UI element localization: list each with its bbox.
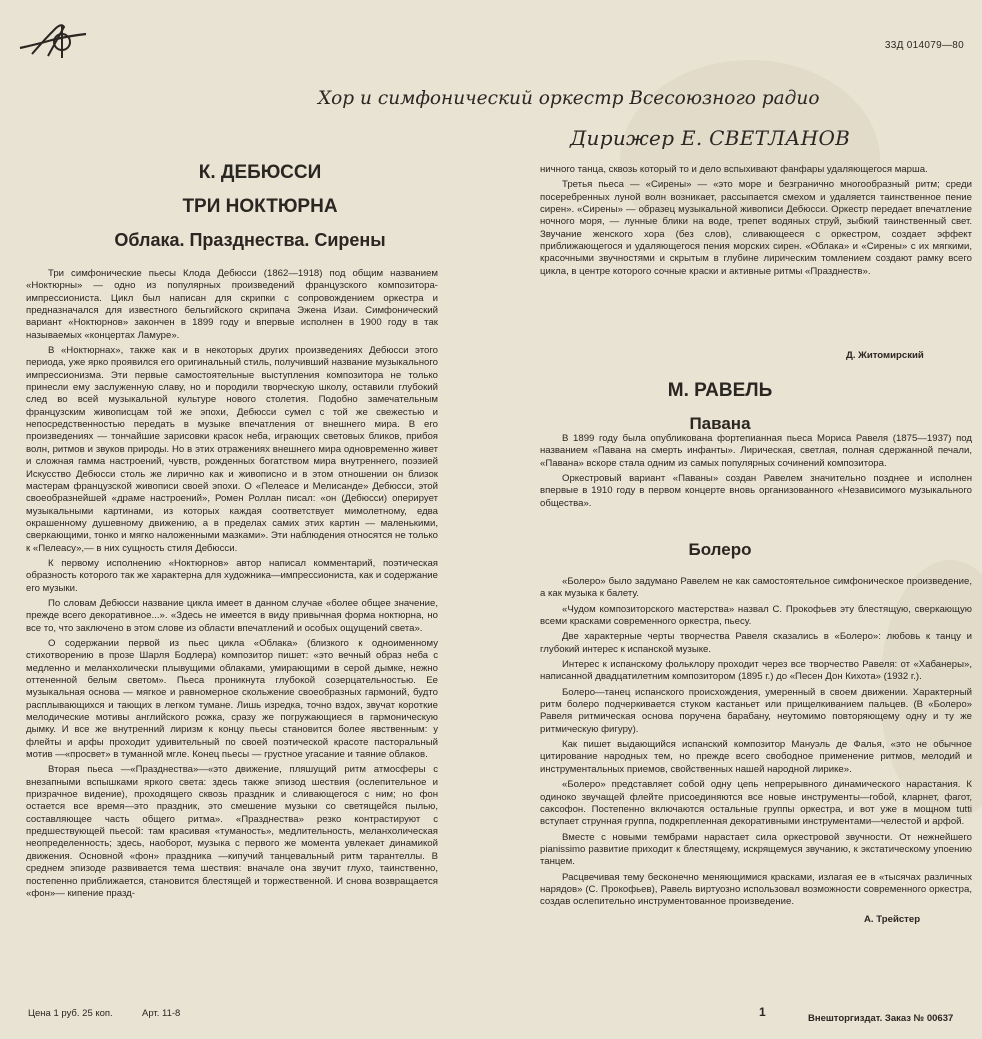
parts-heading: Облака. Празднества. Сирены <box>114 230 386 250</box>
paragraph: Оркестровый вариант «Паваны» создан Равелем значительно позднее и исполнен впервые в 1910 году в первом концерте вновь организованного «Независимого музыкального общества». <box>540 473 972 509</box>
paragraph: О содержании первой из пьес цикла «Облака» (близкого к одноименному стихотворению в прозе Шарля Бодлера) композитор пишет: «это вечный образ неба с медленно и меланхолически плывущими облаками, умирающими в серой дымке, нежно оттененной белым светом». Пьеса проникнута глубокой созерцательностью. Ее музыкальная основа — мягкое и равномерное скольжение своеобразных гармоний, будто расплывающихся и тающих в легком тумане. Лишь изредка, точно вздох, звучат короткие мелодические мотивы английского рожка, сразу же погружающиеся в гармоническую дымку. И все же внутренний лиризм к концу пьесы становится более явственным: у флейты и арфы проходит удивительный по своей поэтической красоте пасторальный мотив —«просвет» в туманной мгле. Конец пьесы — грустное угасание и таяние облаков. <box>26 637 438 761</box>
pavane-notes <box>540 433 972 513</box>
paragraph: Вместе с новыми тембрами нарастает сила оркестровой звучности. От нежнейшего pianissimo развитие приходит к блестящему, искрящемуся звучанию, к экстатическому упоению танцем. <box>540 831 972 868</box>
paragraph: В «Ноктюрнах», также как и в некоторых других произведениях Дебюсси этого периода, уже ярко проявился его оригинальный стиль, получивший название музыкального импрессионизма. Эти первые самостоятельные выступления композитора не только принесли ему заслуженную славу, но и породили творческую школу, оставили глубокий след во всей музыкальной культуре нового столетия. Подобно замечательным французским живописцам той же эпохи, Дебюсси сумел с той же свежестью и непосредственностью передать в музыке впечатления от внешнего мира. В его произведениях — тончайшие зарисовки красок неба, играющих световых бликов, прибоя волн, ритмов и звуков природы. Но в этих отражениях внешнего мира одновременно живет и сложная гамма настроений, чувств, рожденных богатством мира внутреннего, поэзией Искусство Дебюсси столь же лирично как и живописно и в этом отношении он близок мастерам французской живописи своей эпохи. О «Пелеасе и Мелисанде» Дебюсси, этой своеобразнейшей «драме настроений», Ромен Роллан писал: «он (Дебюсси) оперирует музыкальными картинами, из которых каждая соответствует мимолетному, едва окрашенному душевному движению, а в пределах самих этих картин — маленькими, сверкающими, тонко и мягко наложенными мазками». Эти наблюдения относятся не только к «Пелеасу»,— в них сущность стиля Дебюсси. <box>26 345 438 554</box>
paragraph: Третья пьеса — «Сирены» — «это море и безгранично многообразный ритм; среди посеребренных луной волн возникает, рассыпается смехом и удаляется таинственное пение сирен». «Сирены» — образец музыкальной живописи Дебюсси. Оркестр передает впечатление ночного моря, — лунные блики на воде, трепет водяных струй, зыбкий таинственный свет. Звучание женского хора (без слов), сливающееся с оркестром, создает эффект приближающегося и удаляющегося пения морских сирен. «Облака» и «Сирены» с их мягкими, красочными звучностями и скрытым в глубине лирическим томлением создают рамку всего цикла, в центре которого сочные краски и активные ритмы «Празднеств». <box>540 179 972 277</box>
paragraph: По словам Дебюсси название цикла имеет в данном случае «более общее значение, прежде всего декоративное...». «Здесь не имеется в виду привычная форма ноктюрна, но все то, что заключено в этом слове из области впечатлений и особых ощущений света». <box>26 597 438 634</box>
melodiya-logo-icon <box>18 18 88 62</box>
paragraph: Вторая пьеса —«Празднества»—«это движение, пляшущий ритм атмосферы с внезапными вспышками яркого света: здесь также эпизод шествия (ослепительное и призрачное видение), проходящего сквозь праздник и сливающегося с ним; но фон остается все время—это праздник, это смешение музыки со светящейся пылью, составляющее часть общего ритма». «Празднества» резко контрастируют с предшествующей пьесой: там красивая «туманость», медлительность, меланхолическая неопределенность; здесь, наоборот, музыка с первого же момента увлекает динамикой движения. Основной «фон» праздника —кипучий танцевальный ритм тарантеллы. В среднем эпизоде развивается тема шествия: вначале она звучит глухо, таинственно, постепенно приближается, становится блестящей и торжественной. И снова возвращается «фон»— кипение празд- <box>26 764 438 899</box>
performers-title: Хор и симфонический оркестр Всесоюзного радио <box>318 88 820 109</box>
author-signature: Д. Житомирский <box>846 350 924 361</box>
publisher-order: Внешторгиздат. Заказ № 00637 <box>808 1013 954 1024</box>
paragraph: «Болеро» представляет собой одну цепь непрерывного динамического нарастания. К одиноко звучащей флейте присоединяются все новые инструменты—гобой, кларнет, фагот, саксофон. Постепенно включаются остальные группы оркестра, и вот уже в мощном tutti вступает струнная группа, подкрепленная декоративными инструментами—челестой и арфой. <box>540 779 972 828</box>
paragraph: Три симфонические пьесы Клода Дебюсси (1862—1918) под общим названием «Ноктюрны» — одно из популярных произведений французского композитора-импрессиониста. Цикл был написан для скрипки с сопровождением оркестра и предназначался для известного бельгийского скрипача Эжена Изаи. Симфонический вариант «Ноктюрнов» закончен в 1899 году и впервые исполнен в 1900 году в так называемых «концертах Ламуре». <box>26 268 438 341</box>
price-label: Цена 1 руб. 25 коп. <box>28 1008 113 1019</box>
author-signature: А. Трейстер <box>864 914 921 925</box>
paragraph: В 1899 году была опубликована фортепианная пьеса Мориса Равеля (1875—1937) под названием «Павана на смерть инфанты». Лирическая, светлая, полная сдержанной печали, «Павана» вскоре стала одним из самых популярных сочинений композитора. <box>540 433 972 469</box>
composer-heading: К. ДЕБЮССИ <box>198 162 322 183</box>
paragraph: «Чудом композиторского мастерства» назвал С. Прокофьев эту блестящую, сверкающую всеми красками современного оркестра, пьесу. <box>540 603 972 628</box>
paragraph: Расцвечивая тему бесконечно меняющимися красками, излагая ее в «тысячах различных нарядов» (С. Прокофьев), Равель виртуозно использовал возможности современного оркестра, создав ослепительно инструментованное произведение. <box>540 871 972 908</box>
article-label: Арт. 11-8 <box>142 1008 181 1019</box>
debussy-notes-column <box>26 268 438 903</box>
work-heading: Болеро <box>688 540 752 559</box>
paragraph: К первому исполнению «Ноктюрнов» автор написал комментарий, поэтическая образность которого так же характерна для художника—импрессиониста, как и содержание его музыки. <box>26 557 438 594</box>
page-number: 1 <box>759 1005 766 1019</box>
paragraph: «Болеро» было задумано Равелем не как самостоятельное симфоническое произведение, а как музыка к балету. <box>540 576 972 600</box>
paragraph: Болеро—танец испанского происхождения, умеренный в своем движении. Характерный ритм болеро подчеркивается стуком кастаньет или прищелкиванием пальцев. (В «Болеро» Равеля ритмическая основа поручена барабану, неутомимо повторяющему одну и ту же ритмическую фигуру). <box>540 686 972 735</box>
conductor-title: Дирижер Е. СВЕТЛАНОВ <box>570 126 851 150</box>
catalog-number: 33Д 014079—80 <box>884 40 964 51</box>
paragraph: Как пишет выдающийся испанский композитор Мануэль де Фалья, «это не обычное цитирование народных тем, но прежде всего свободное применение ритмов, мелодий и инструментальных приемов, свойственных нашей народной лирике». <box>540 739 972 775</box>
paragraph: ничного танца, сквозь который то и дело вспыхивают фанфары удаляющегося марша. <box>540 164 928 175</box>
bolero-notes <box>540 576 972 912</box>
work-heading: Павана <box>689 414 751 433</box>
composer-heading: М. РАВЕЛЬ <box>667 380 773 401</box>
work-heading: ТРИ НОКТЮРНА <box>182 196 338 217</box>
paragraph: Две характерные черты творчества Равеля сказались в «Болеро»: любовь к танцу и глубокий интерес к испанской музыке. <box>540 631 972 655</box>
paragraph: Интерес к испанскому фольклору проходит через все творчество Равеля: от «Хабанеры», написанной двадцатилетним композитором (1895 г.) до «Песен Дон Кихота» (1932 г.). <box>540 659 972 683</box>
debussy-notes-continued <box>540 164 972 281</box>
